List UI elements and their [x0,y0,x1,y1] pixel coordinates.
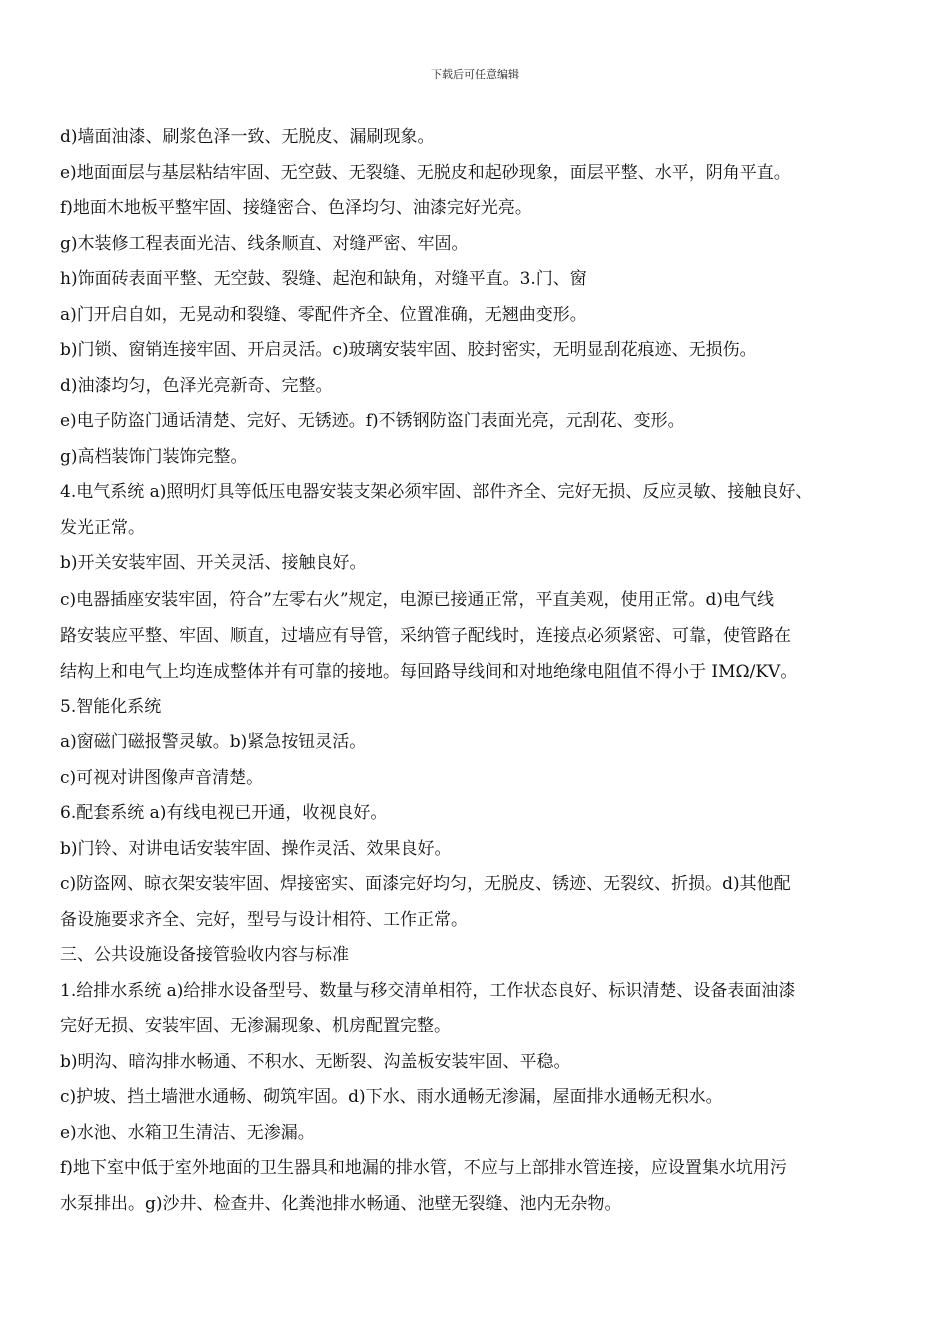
paragraph-line: 备设施要求齐全、完好，型号与设计相符、工作正常。 [60,909,468,930]
paragraph-line: 发光正常。 [60,517,145,538]
paragraph-line: 水泵排出。g)沙井、检查井、化粪池排水畅通、池壁无裂缝、池内无杂物。 [60,1193,622,1214]
paragraph-line: e)水池、水箱卫生清洁、无渗漏。 [60,1122,315,1143]
paragraph-line: c)可视对讲图像声音清楚。 [60,767,264,788]
paragraph-line: d)墙面油漆、刷浆色泽一致、无脱皮、漏刷现象。 [60,127,435,147]
paragraph-line: g)木装修工程表面光洁、线条顺直、对缝严密、牢固。 [60,233,469,254]
paragraph-line: 路安装应平整、牢固、顺直，过墙应有导管，采纳管子配线时，连接点必须紧密、可靠，使管路在 [60,625,791,646]
paragraph-line: 结构上和电气上均连成整体并有可靠的接地。每回路导线间和对地绝缘电阻值不得小于 IMΩ/KV。 [60,661,798,682]
paragraph-line: 4.电气系统 a)照明灯具等低压电器安装支架必须牢固、部件齐全、完好无损、反应灵敏、接触良好、 [60,482,813,502]
section-heading: 5.智能化系统 [60,696,162,717]
paragraph-line: b)明沟、暗沟排水畅通、不积水、无断裂、沟盖板安装牢固、平稳。 [60,1051,571,1072]
paragraph-line: b)门锁、窗销连接牢固、开启灵活。c)玻璃安装牢固、胶封密实，无明显刮花痕迹、无损伤。 [60,340,757,360]
page-header: 下载后可任意编辑 [431,68,519,81]
paragraph-line: g)高档装饰门装饰完整。 [60,446,248,467]
paragraph-line: 1.给排水系统 a)给排水设备型号、数量与移交清单相符，工作状态良好、标识清楚、设备表面油漆 [60,980,796,1001]
paragraph-line: 完好无损、安装牢固、无渗漏现象、机房配置完整。 [60,1016,451,1036]
paragraph-line: a)门开启自如，无晃动和裂缝、零配件齐全、位置准确，无翘曲变形。 [60,304,587,325]
section-heading: 三、公共设施设备接管验收内容与标准 [60,945,349,965]
paragraph-line: e)电子防盗门通话清楚、完好、无锈迹。f)不锈钢防盗门表面光亮，元刮花、变形。 [60,411,685,431]
paragraph-line: f)地面木地板平整牢固、接缝密合、色泽均匀、油漆完好光亮。 [60,198,532,218]
paragraph-line: d)油漆均匀，色泽光亮新奇、完整。 [60,375,333,396]
paragraph-line: h)饰面砖表面平整、无空鼓、裂缝、起泡和缺角，对缝平直。3.门、窗 [60,269,587,289]
document-body [60,120,896,1222]
paragraph-line: 6.配套系统 a)有线电视已开通，收视良好。 [60,803,388,823]
paragraph-line: c)防盗网、晾衣架安装牢固、焊接密实、面漆完好均匀，无脱皮、锈迹、无裂纹、折损。d)其他配 [60,874,791,894]
paragraph-line: b)开关安装牢固、开关灵活、接触良好。 [60,553,367,573]
paragraph-line: f)地下室中低于室外地面的卫生器具和地漏的排水管，不应与上部排水管连接，应设置集水坑用污 [60,1158,787,1178]
paragraph-line: a)窗磁门磁报警灵敏。b)紧急按钮灵活。 [60,732,367,752]
paragraph-line: c)电器插座安装牢固，符合”左零右火”规定，电源已接通正常，平直美观，使用正常。d)电气线 [60,589,775,610]
paragraph-line: b)门铃、对讲电话安装牢固、操作灵活、效果良好。 [60,838,452,859]
paragraph-line: c)护坡、挡土墙泄水通畅、砌筑牢固。d)下水、雨水通畅无渗漏，屋面排水通畅无积水。 [60,1087,723,1107]
paragraph-line: e)地面面层与基层粘结牢固、无空鼓、无裂缝、无脱皮和起砂现象，面层平整、水平，阴角平直。 [60,162,791,183]
